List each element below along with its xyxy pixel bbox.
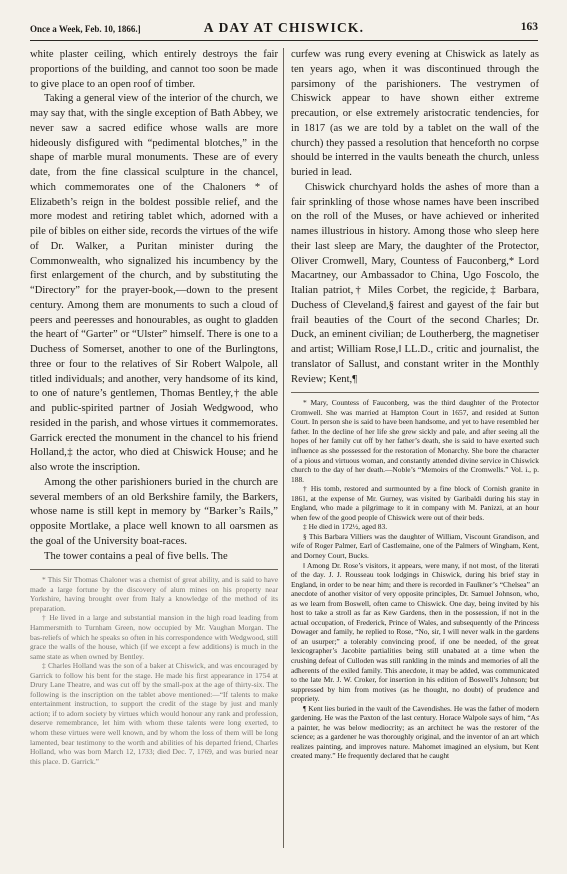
- header-title: A DAY AT CHISWICK.: [203, 20, 365, 35]
- footnote: * Mary, Countess of Fauconberg, was the third daughter of the Protector Cromwell. She was married at Hampton Court in 1657, and resided at Sutton Court. In person she is said to have been handsome, and yet to have resembled her father. In the decline of her life she grew sickly and pale, and after seeing all the hopes of her family cut off by her father’s death, she is said to have exerted such influence as she possessed for the restoration of Monarchy. She bore the character of a pious and virtuous woman, and constantly attended divine service in Chiswick church to the day of her death.—Noble’s “Memoirs of the Cromwells.” Vol. i., p. 188.: [291, 398, 539, 484]
- footnote: § This Barbara Villiers was the daughter of William, Viscount Grandison, and wife of Roger Palmer, Earl of Castlemaine, one of the Palmers of Wingham, Kent, and Dorney Court, Bucks.: [291, 531, 539, 560]
- body-paragraph: curfew was rung every evening at Chiswick as lately as ten years ago, when it was discontinued through the parsimony of the parishioners. The vestrymen of Chiswick appear to have shown either extreme precaution, or else extremely aristocratic tendencies, for in 1817 (as we are told by a tablet on the wall of the church) they passed a resolution that henceforth no corpse should be interred in the vaults beneath the church, unless buried in lead.: [291, 49, 539, 178]
- body-paragraph: white plaster ceiling, which entirely destroys the fair proportions of the building, and cannot too soon be made to give place to an open roof of timber.: [30, 49, 278, 90]
- right-column: [291, 48, 539, 761]
- footnotes-right: [291, 398, 539, 761]
- footnotes-left: [30, 575, 278, 766]
- footnote: ‖ Among Dr. Rose’s visitors, it appears, were many, if not most, of the literati of the day. J. J. Rousseau took lodgings in Chiswick, during his brief stay in England, in order to be near him; and there is recorded in Faulkner’s “Chelsea” an anecdote of another visitor of very opposite principles, Dr. Samuel Johnson, who, as we learn from Boswell, often came to Chiswick. One day, being invited by his host to take a stroll as far as Kew Gardens, then in the possession, if not in the actual occupation, of Frederick, Prince of Wales, and subsequently of the Princess Dowager and family, he replied to Rose, “No, sir, I will never walk in the gardens of an usurper;” a tolerably convincing proof, if one be needed, of the great lexicographer’s Jacobite partialities being still unabated at a time when the crushing defeat of Culloden was still rankling in the minds and memories of all the adherents of the exiled family. This anecdote, it may be added, was communicated to the late Mr. J. W. Croker, for insertion in his edition of Boswell’s Johnson; but suppressed by him from motives (as he thought, no doubt) of prudence and propriety.: [291, 560, 539, 704]
- footnote: ¶ Kent lies buried in the vault of the Cavendishes. He was the father of modern gardening. He was the Paxton of the last century. Horace Walpole says of him, “As a painter, he was below mediocrity; as an architect he was the restorer of the science; as a gardener he was thoroughly original, and the inventor of an art which realizes painting, and improves nature. Mahomet imagined an elysium, but Kent created many.” He frequently declared that he caught: [291, 703, 539, 761]
- footnote: ‡ Charles Holland was the son of a baker at Chiswick, and was encouraged by Garrick to follow his bent for the stage. He made his first appearance in 1754 at Drury Lane Theatre, and was cut off by the small-pox at the age of thirty-six. The following is the inscription on the tablet above mentioned:—“If talents to make entertainment instruction, to support the credit of the stage by just and manly action; if to adorn society by virtues which would honour any rank and profession, deserve remembrance, let him with whom these talents were long exerted, to whom these virtues were well known, and by whom the loss of them will be long lamented, bear testimony to the worth and abilities of his departed friend, Charles Holland, who was born March 12, 1733; died Dec. 7, 1769, and was buried near this place. D. Garrick.”: [30, 661, 278, 766]
- body-paragraph: The tower contains a peal of five bells. The: [44, 550, 228, 562]
- body-paragraph: Among the other parishioners buried in the church are several members of an old Berkshire family, the Barkers, whose name is still kept in memory by “Barker’s Rails,” opposite Mortlake, a place well known to all oarsmen as the goal of the University boat-races.: [30, 476, 278, 547]
- left-column: [30, 48, 278, 766]
- footnote: * This Sir Thomas Chaloner was a chemist of great ability, and is said to have made a large fortune by the discovery of alum mines on his property near Yorkshire, having brought over from Italy a knowledge of the method of its preparation.: [30, 575, 278, 613]
- footnote: † He lived in a large and substantial mansion in the high road leading from Hammersmith to Turnham Green, now occupied by Mr. Vaughan Morgan. The bas-reliefs of which he speaks so often in his correspondence with Wedgwood, still grace the walls of the house, which (if we except a few additions) is much in the same state as when owned by Bentley.: [30, 613, 278, 661]
- page-number: 163: [520, 21, 538, 33]
- body-paragraph: Chiswick churchyard holds the ashes of more than a fair sprinkling of those whose names have been inscribed on the roll of the Muses, or have achieved or inherited names illustrious in history. Among those who sleep here their last sleep are Mary, the daughter of the Protector, Oliver Cromwell, Mary, Countess of Fauconberg,* Lord Macartney, our Ambassador to China, Ugo Foscolo, the Italian patriot,† Miles Corbet, the regicide,‡ Barbara, Duchess of Cleveland,§ fairest and gayest of the fair but frail beauties of the Court of the second Charles; Dr. Duck, an eminent civilian; de Loutherberg, the magnetiser and artist; William Rose,‖ LL.D., critic and journalist, the translator of Sallust, and constant writer in the Monthly Review; Kent,¶: [291, 181, 539, 385]
- footnote: † His tomb, restored and surmounted by a fine block of Cornish granite in 1861, at the expense of Mr. Gurney, was visited by Garibaldi during his stay in England, who made a pilgrimage to it in company with M. Panizzi, at an hour when few of the good people of Chiswick were out of their beds.: [291, 484, 539, 522]
- page-header: [30, 18, 538, 41]
- footnote-rule: [30, 569, 278, 570]
- column-divider: [283, 48, 284, 848]
- footnote-rule: [291, 392, 539, 393]
- footnote: ‡ He died in 172½, aged 83.: [303, 522, 388, 532]
- header-publication: Once a Week, Feb. 10, 1866.]: [30, 24, 141, 34]
- body-paragraph: Taking a general view of the interior of the church, we may say that, with the single exception of Bath Abbey, we never saw a sacred edifice whose walls are more hideously disfigured with “pedimental blotches,” in the shape of marble mural monuments. These are of every date, from the fine classical sculpture in the chancel, which commemorates one of the Chaloners * of Elizabeth’s reign in the boldest possible relief, and the more modest and retiring tablet which, adorned with a pile of bibles on either side, records the virtues of the wife of Dr. Walker, a Puritan minister during the Commonwealth, who signalized his incumbency by the first enlargement of the church, and by substituting the “Directory” for the prayer-book,—down to the present century. Among them are monuments to such a cloud of peers and peeresses and honourables, as ought to gladden the heart of “Garter” or “Ulster” himself. There is one to a Duchess of Somerset, another to one of the Burlingtons, three or four to the relatives of Sir Robert Walpole, all titled individuals; and another, very handsome of its kind, to one of nature’s gentlemen, Thomas Bentley,† the able and public-spirited partner of Josiah Wedgwood, who resided in the parish, and whose virtues it commemorates. Garrick erected the monument in the chancel to his friend Holland,‡ the actor, who died at Chiswick House; and he also wrote the inscription.: [30, 93, 278, 473]
